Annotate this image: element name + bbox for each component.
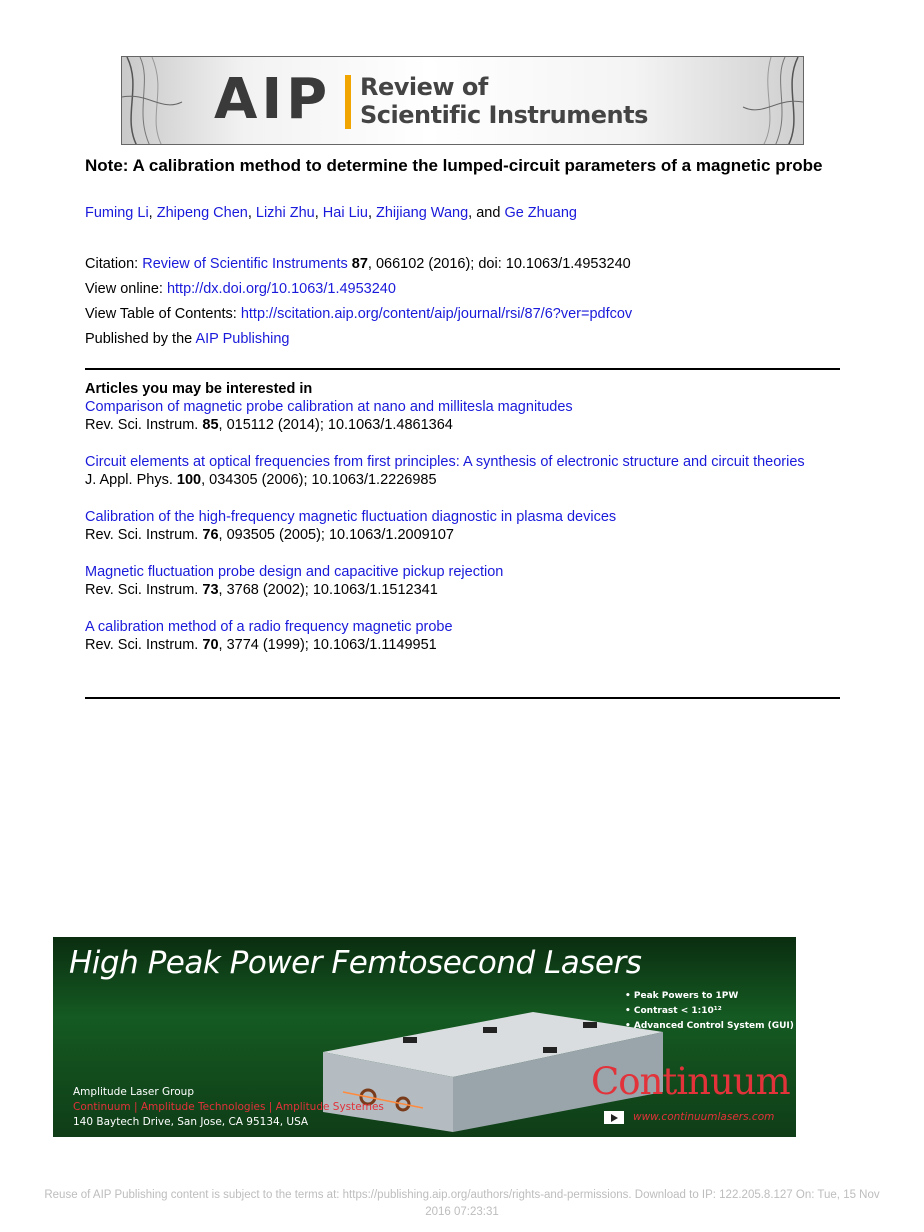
ad-company-block [73,1085,384,1130]
author-separator: , [148,205,157,221]
footer-line1: Reuse of AIP Publishing content is subject to the terms at: https://publishing.aip.org/authors/rights-and-permissions. Download to IP: 122.205.8.127 On: Tue, 15 Nov [44,1189,880,1201]
author-link[interactable]: Lizhi Zhu [255,205,315,221]
author-link[interactable]: Hai Liu [322,205,368,221]
ref-journal: Rev. Sci. Instrum. [85,527,203,543]
related-article-ref [85,581,845,599]
ad-group-name: Amplitude Laser Group [73,1086,194,1098]
view-online-line [85,281,396,297]
ad-companies: Continuum | Amplitude Technologies | Amplitude Systemes [73,1101,384,1113]
ad-brand-logo: Continuum [591,1060,790,1103]
citation-rest: , 066102 (2016); doi: 10.1063/1.4953240 [367,256,631,272]
ad-bullet: • Peak Powers to 1PW [625,989,794,1004]
ref-volume: 76 [202,527,219,543]
author-separator: , [314,205,323,221]
related-article-link[interactable]: Magnetic fluctuation probe design and capacitive pickup rejection [85,564,504,580]
journal-name [360,73,648,129]
ref-rest: , 3768 (2002); 10.1063/1.1512341 [218,582,438,598]
ref-journal: J. Appl. Phys. [85,472,177,488]
doi-link[interactable]: http://dx.doi.org/10.1063/1.4953240 [166,281,396,297]
divider-top [85,368,840,370]
ref-rest: , 093505 (2005); 10.1063/1.2009107 [218,527,454,543]
author-separator: , and [468,205,505,221]
ref-volume: 73 [202,582,219,598]
related-article-ref [85,471,845,489]
view-online-label: View online: [85,281,167,297]
advertisement-banner[interactable] [53,937,796,1137]
view-toc-label: View Table of Contents: [85,306,241,322]
list-item [85,508,845,544]
footer-line2: 2016 07:23:31 [425,1206,499,1218]
ad-bullets [625,989,794,1034]
ref-volume: 70 [202,637,219,653]
journal-name-line1: Review of [360,73,488,101]
ref-rest: , 015112 (2014); 10.1063/1.4861364 [218,417,453,433]
author-link[interactable]: Fuming Li [85,205,149,221]
related-article-ref [85,526,845,544]
list-item [85,563,845,599]
author-link[interactable]: Zhijiang Wang [376,205,469,221]
citation-line [85,256,631,272]
author-link[interactable]: Ge Zhuang [504,205,577,221]
aip-logo: AIP [214,67,332,132]
list-item [85,453,845,489]
swirl-decoration-icon [122,57,212,145]
publisher-link[interactable]: AIP Publishing [195,331,290,347]
play-icon [604,1111,624,1124]
ad-bullet: • Advanced Control System (GUI) [625,1019,794,1034]
journal-banner [121,56,804,145]
related-article-link[interactable]: Comparison of magnetic probe calibration at nano and millitesla magnitudes [85,399,573,415]
related-article-link[interactable]: A calibration method of a radio frequency magnetic probe [85,619,453,635]
ref-rest: , 034305 (2006); 10.1063/1.2226985 [201,472,437,488]
swirl-decoration-icon [713,57,803,145]
ref-journal: Rev. Sci. Instrum. [85,637,203,653]
published-by-label: Published by the [85,331,196,347]
toc-link[interactable]: http://scitation.aip.org/content/aip/journal/rsi/87/6?ver=pdfcov [240,306,633,322]
divider-bottom [85,697,840,699]
author-list [85,205,577,221]
article-title: Note: A calibration method to determine the lumped-circuit parameters of a magnetic probe [85,156,823,175]
citation-volume: 87 [351,256,368,272]
ref-journal: Rev. Sci. Instrum. [85,417,203,433]
related-articles [85,380,845,673]
journal-name-line2: Scientific Instruments [360,101,648,129]
reuse-footer [0,1187,924,1221]
citation-label: Citation: [85,256,143,272]
author-link[interactable]: Zhipeng Chen [156,205,248,221]
list-item [85,398,845,434]
view-toc-line [85,306,632,322]
ref-volume: 100 [176,472,202,488]
ad-headline: High Peak Power Femtosecond Lasers [69,945,642,981]
published-by-line [85,331,290,347]
author-separator: , [247,205,256,221]
related-heading: Articles you may be interested in [85,381,313,397]
ad-bullet: • Contrast < 1:10¹² [625,1004,794,1019]
ref-rest: , 3774 (1999); 10.1063/1.1149951 [218,637,437,653]
journal-link[interactable]: Review of Scientific Instruments [142,256,348,272]
related-article-link[interactable]: Calibration of the high-frequency magnetic fluctuation diagnostic in plasma devices [85,509,617,525]
ad-address: 140 Baytech Drive, San Jose, CA 95134, USA [73,1116,309,1128]
related-article-ref [85,416,845,434]
ref-journal: Rev. Sci. Instrum. [85,582,203,598]
ad-url-link[interactable]: www.continuumlasers.com [633,1111,775,1123]
logo-divider [345,75,351,129]
related-article-link[interactable]: Circuit elements at optical frequencies from first principles: A synthesis of electronic structure and circuit theories [85,454,805,470]
author-separator: , [367,205,376,221]
ref-volume: 85 [202,417,219,433]
related-article-ref [85,636,845,654]
list-item [85,618,845,654]
